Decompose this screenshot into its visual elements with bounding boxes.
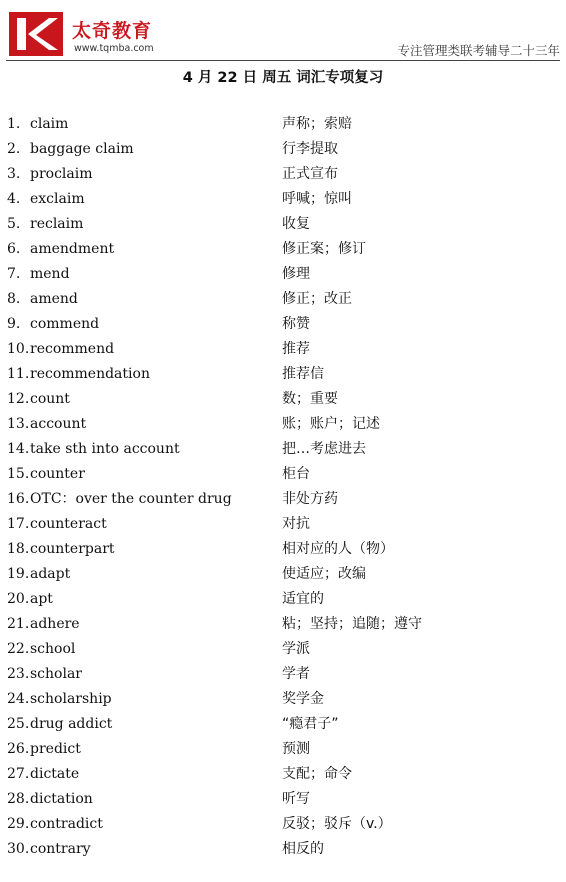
vocab-row [0,412,566,437]
vocab-english: commend [30,316,100,332]
vocab-english: account [30,416,87,432]
vocab-number: 10. [7,341,30,357]
vocab-row [0,562,566,587]
vocab-row [0,387,566,412]
vocab-number: 18. [7,541,30,557]
vocab-number: 21. [7,616,30,632]
vocab-chinese: “瘾君子” [282,716,339,732]
vocab-english: count [30,391,70,407]
vocab-english: take sth into account [30,441,180,457]
vocab-number: 28. [7,791,30,807]
vocab-chinese: 呼喊；惊叫 [282,191,352,207]
vocab-row [0,212,566,237]
vocab-row [0,512,566,537]
vocab-english: drug addict [30,716,113,732]
header-slogan: 专注管理类联考辅导二十三年 [397,43,560,58]
vocab-row [0,637,566,662]
vocab-number: 26. [7,741,30,757]
vocab-chinese: 使适应；改编 [282,566,366,582]
vocab-chinese: 收复 [282,216,310,232]
vocab-number: 8. [7,291,21,307]
vocab-english: school [30,641,76,657]
vocab-chinese: 行李提取 [282,141,338,157]
vocab-number: 3. [7,166,21,182]
vocab-english: apt [30,591,53,607]
vocab-number: 1. [7,116,21,132]
vocab-row [0,587,566,612]
vocab-number: 9. [7,316,21,332]
vocab-english: predict [30,741,81,757]
vocab-chinese: 预测 [282,741,310,757]
vocab-number: 11. [7,366,30,382]
vocab-number: 19. [7,566,30,582]
vocab-number: 7. [7,266,21,282]
vocab-english: contrary [30,841,91,857]
vocab-chinese: 学者 [282,666,310,682]
vocab-chinese: 支配；命令 [282,766,352,782]
brand-url: www.tqmba.com [74,43,154,54]
vocab-number: 13. [7,416,30,432]
vocab-number: 12. [7,391,30,407]
vocab-row [0,187,566,212]
vocab-number: 22. [7,641,30,657]
vocab-chinese: 声称；索赔 [282,116,352,132]
vocab-row [0,262,566,287]
vocab-row [0,337,566,362]
vocab-chinese: 称赞 [282,316,310,332]
vocab-chinese: 修正；改正 [282,291,352,307]
vocab-english: dictate [30,766,80,782]
vocab-chinese: 非处方药 [282,491,338,507]
vocab-row [0,837,566,862]
vocab-english: counterpart [30,541,115,557]
vocab-row [0,312,566,337]
vocab-row [0,537,566,562]
vocab-row [0,437,566,462]
vocab-chinese: 把…考虑进去 [282,441,366,457]
vocab-number: 4. [7,191,21,207]
vocab-chinese: 账；账户；记述 [282,416,380,432]
vocab-chinese: 正式宣布 [282,166,338,182]
vocab-english: scholarship [30,691,112,707]
vocab-chinese: 反驳；驳斥（v.） [282,816,392,832]
vocab-number: 5. [7,216,21,232]
vocab-chinese: 相对应的人（物） [282,541,394,557]
vocab-number: 17. [7,516,30,532]
vocab-chinese: 推荐信 [282,366,324,382]
vocab-number: 16. [7,491,30,507]
vocab-english: proclaim [30,166,93,182]
vocab-english: OTC：over the counter drug [30,491,232,507]
vocab-chinese: 推荐 [282,341,310,357]
vocab-number: 23. [7,666,30,682]
vocab-row [0,237,566,262]
vocab-row [0,812,566,837]
vocab-english: reclaim [30,216,84,232]
vocab-number: 20. [7,591,30,607]
vocab-chinese: 数；重要 [282,391,338,407]
vocab-english: dictation [30,791,93,807]
vocab-chinese: 听写 [282,791,310,807]
vocab-chinese: 修理 [282,266,310,282]
vocab-english: mend [30,266,70,282]
vocab-number: 15. [7,466,30,482]
vocab-english: recommend [30,341,115,357]
vocab-row [0,137,566,162]
vocab-row [0,662,566,687]
vocab-chinese: 柜台 [282,466,310,482]
vocab-row [0,462,566,487]
vocab-row [0,762,566,787]
vocab-chinese: 对抗 [282,516,310,532]
vocab-row [0,487,566,512]
page-title: 4 月 22 日 周五 词汇专项复习 [182,70,384,86]
vocab-number: 2. [7,141,21,157]
vocab-english: exclaim [30,191,85,207]
vocab-row [0,362,566,387]
vocab-chinese: 粘；坚持；追随；遵守 [282,616,422,632]
header-divider [6,60,560,61]
vocab-english: baggage claim [30,141,134,157]
vocab-number: 24. [7,691,30,707]
vocab-english: counteract [30,516,107,532]
vocab-english: claim [30,116,69,132]
vocab-number: 6. [7,241,21,257]
vocab-row [0,687,566,712]
vocab-row [0,787,566,812]
vocab-english: adapt [30,566,71,582]
vocab-chinese: 奖学金 [282,691,324,707]
brand-name: 太奇教育 [72,20,153,42]
vocab-english: amendment [30,241,115,257]
vocab-number: 27. [7,766,30,782]
vocab-english: scholar [30,666,82,682]
vocab-english: counter [30,466,85,482]
vocab-row [0,162,566,187]
vocab-chinese: 相反的 [282,841,324,857]
vocab-row [0,712,566,737]
page-header [0,0,566,62]
vocab-english: adhere [30,616,80,632]
vocab-row [0,112,566,137]
vocab-number: 29. [7,816,30,832]
vocab-english: contradict [30,816,103,832]
vocab-row [0,737,566,762]
vocab-chinese: 适宜的 [282,591,324,607]
vocab-row [0,612,566,637]
vocab-list [0,112,566,862]
vocab-number: 14. [7,441,30,457]
taiqi-logo-icon [9,12,63,56]
vocab-english: recommendation [30,366,150,382]
vocab-english: amend [30,291,78,307]
vocab-number: 30. [7,841,30,857]
vocab-chinese: 修正案；修订 [282,241,366,257]
vocab-number: 25. [7,716,30,732]
vocab-chinese: 学派 [282,641,310,657]
vocab-row [0,287,566,312]
